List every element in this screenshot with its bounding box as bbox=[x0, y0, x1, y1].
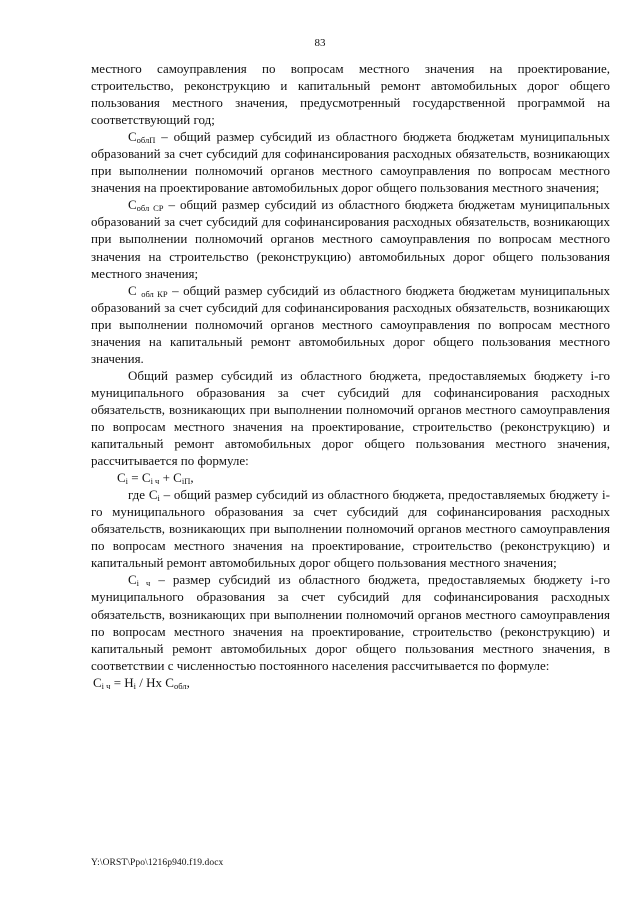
symbol: С bbox=[128, 129, 137, 145]
paragraph-c-obl-sr bbox=[91, 196, 610, 281]
formula-symbol: С bbox=[93, 674, 102, 690]
formula-subscript: i bbox=[133, 680, 137, 691]
subscript: i ч bbox=[136, 578, 151, 589]
formula-punctuation: , bbox=[186, 674, 190, 690]
formula-punctuation: , bbox=[190, 470, 194, 486]
subscript: i bbox=[157, 493, 160, 504]
file-path-footer: Y:\ORST\Ppo\1216p940.f19.docx bbox=[91, 858, 224, 868]
definition-text: – общий размер субсидий из областного бюджета бюджетам муниципальных образований за счет субсидий для софинансирования расходных обязательств, возникающих при выполнении полномочий органов местного самоуправления по вопросам местного значения на капитальный ремонт автомобильных дорог общего пользования местного значения. bbox=[91, 282, 611, 366]
document-body bbox=[91, 60, 610, 691]
subscript: обл СР bbox=[136, 203, 164, 214]
formula-operator: = С bbox=[128, 470, 151, 486]
symbol: С bbox=[128, 572, 137, 588]
formula-symbol: С bbox=[117, 470, 126, 486]
formula-subscript: i ч bbox=[101, 680, 111, 691]
paragraph-where-ci bbox=[91, 486, 610, 571]
formula-ci-ch bbox=[91, 674, 610, 691]
definition-text: – общий размер субсидий из областного бюджета бюджетам муниципальных образований за счет субсидий для софинансирования расходных обязательств, возникающих при выполнении полномочий органов местного самоуправления по вопросам местного значения на строительство (реконструкцию) автомобильных дорог общего пользования местного значения; bbox=[91, 197, 610, 281]
paragraph-ci-ch bbox=[91, 571, 610, 673]
formula-ci bbox=[91, 469, 610, 486]
subscript: облП bbox=[136, 135, 156, 146]
symbol: С bbox=[128, 197, 137, 213]
paragraph-c-obl-p bbox=[91, 128, 610, 196]
definition-text: – размер субсидий из областного бюджета, предоставляемых бюджету i-го муниципального образования за счет субсидий для софинансирования расходных обязательств, возникающих при выполнении полномочий органов местного самоуправления по вопросам местного значения на проектирование, строительство (реконструкцию) и капитальный ремонт автомобильных дорог общего пользования местного значения, в соответствии с численностью постоянного населения рассчитывается по формуле: bbox=[91, 572, 610, 673]
formula-operator: / Нх С bbox=[136, 674, 174, 690]
paragraph-c-obl-kr bbox=[91, 282, 610, 367]
formula-operator: + С bbox=[159, 470, 182, 486]
formula-subscript: i bbox=[125, 476, 129, 487]
symbol: С bbox=[128, 282, 137, 298]
formula-subscript: обл bbox=[173, 680, 187, 691]
definition-text: – общий размер субсидий из областного бюджета, предоставляемых бюджету i-го муниципального образования за счет субсидий для софинансирования расходных обязательств, возникающих при выполнении полномочий органов местного самоуправления по вопросам местного значения на проектирование, строительство (реконструкцию) и капитальный ремонт автомобильных дорог общего пользования местного значения; bbox=[91, 487, 610, 571]
formula-subscript: i ч bbox=[150, 476, 160, 487]
paragraph-continuation: местного самоуправления по вопросам местного значения на проектирование, строительство, реконструкцию и капитальный ремонт автомобильных дорог общего пользования местного значения, предусмотренный государственной программой на соответствующий год; bbox=[91, 61, 610, 128]
subscript: обл КР bbox=[141, 288, 168, 299]
page-number: 83 bbox=[314, 37, 326, 49]
paragraph-total-subsidy: Общий размер субсидий из областного бюджета, предоставляемых бюджету i-го муниципального образования за счет субсидий для софинансирования расходных обязательств, возникающих при выполнении полномочий органов местного самоуправления по вопросам местного значения на проектирование, строительство (реконструкцию) и капитальный ремонт автомобильных дорог общего пользования местного значения, рассчитывается по формуле: bbox=[91, 367, 610, 469]
formula-operator: = Н bbox=[110, 674, 134, 690]
formula-subscript: iП bbox=[181, 476, 191, 487]
definition-text: – общий размер субсидий из областного бюджета бюджетам муниципальных образований за счет субсидий для софинансирования расходных обязательств, возникающих при выполнении полномочий органов местного самоуправления по вопросам местного значения на проектирование автомобильных дорог общего пользования местного значения; bbox=[91, 129, 610, 196]
lead-text: где С bbox=[128, 487, 158, 503]
